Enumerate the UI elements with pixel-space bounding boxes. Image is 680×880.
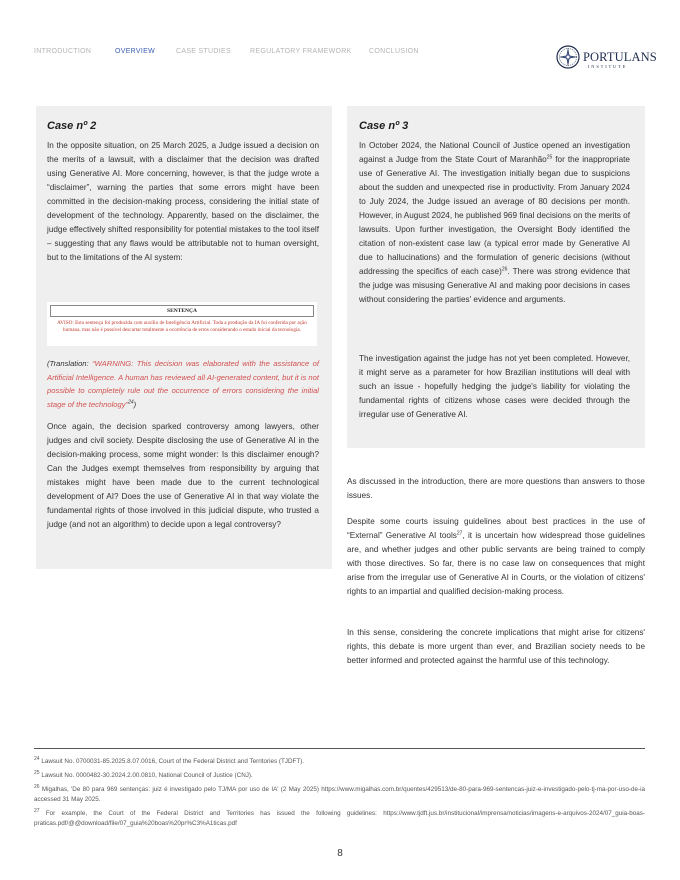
logo-subtitle: INSTITUTE — [588, 64, 628, 69]
footnote-ref-26[interactable]: 26 — [501, 266, 508, 273]
nav-item-overview[interactable]: OVERVIEW — [115, 48, 156, 55]
body-paragraph-1: As discussed in the introduction, there are more questions than answers to those issues. — [347, 477, 645, 500]
case-2-title: Case nº 2 — [47, 120, 97, 132]
verdict-excerpt-image — [47, 302, 317, 346]
case-3-paragraph-1: In October 2024, the National Council of Justice opened an investigation against a Judge from the State Court of Maranhão$^{25}$ for the inappropriate use of Generative AI. The investigation initially began due to suspicions about the sudden and unexpected rise in productivity. From January 2024 to July 2024, the Judge issued an average of 80 decisions per month. However, in August 2024, he published 969 final decisions on the merits of lawsuits. Upon further investigation, the Oversight Body identified the citation of non-existent case law (a typical error made by Generative AI due to hallucinations) and the formulation of generic decisions (without addressing the specifics of each case)$^{26}$. There was strong evidence that the judge was misusing Generative AI and making poor decisions in cases without considering the parties' evidence and arguments. — [359, 141, 631, 304]
footnote-divider — [34, 748, 645, 749]
nav-item-conclusion[interactable]: CONCLUSION — [369, 48, 419, 55]
page-number: 8 — [337, 848, 343, 859]
footnote-27: $^{27}$ For example, the Court of the Federal District and Territories has issued the following guidelines: https://www.tjdft.jus.br/institucional/imprensa/noticias/imagens-e-arquivos-2024/07_guia-boas-praticas.pdf/@@download/file/07_guia%20boas%20pr%C3%A1ticas.pdf — [34, 807, 645, 827]
portulans-logo — [556, 45, 657, 71]
verdict-title: SENTENÇA — [50, 305, 314, 317]
logo-name: PORTULANS — [583, 50, 657, 64]
translation-suffix: ) — [133, 399, 137, 409]
footnote-ref-25[interactable]: 25 — [546, 154, 553, 161]
case-2-paragraph-1: In the opposite situation, on 25 March 2025, a Judge issued a decision on the merits of a lawsuit, with a disclaimer that the decision was drafted using Generative AI. More concerning, however, is that the judge wrote a “disclaimer”, warning the parties that some errors might have been committed in the decision-making process, considering the initial state of development of the technology. Apparently, based on the disclaimer, the judge effectively shifted responsibility for potential mistakes to the tool itself – suggesting that any flaws would be attributable not to human oversight, but to the limitations of the AI system: — [47, 141, 319, 262]
footnote-ref-27[interactable]: 27 — [456, 530, 463, 537]
translation-quote: “WARNING: This decision was elaborated with the assistance of Artificial Intelligence. A human has reviewed all AI-generated content, but it is not possible to completely rule out the occurrence of errors considering the initial stage of the technology” — [47, 359, 320, 409]
translation-note — [47, 357, 319, 411]
case-3-title: Case nº 3 — [359, 120, 409, 132]
footnote-24: $^{24}$ Lawsuit No. 0700031-85.2025.8.07.0016, Court of the Federal District and Territories (TJDFT). — [34, 755, 305, 765]
case-3-paragraph-2: The investigation against the judge has not yet been completed. However, it might serve as a parameter for how Brazilian institutions will deal with such an issue - hopefully hedging the judge's liability for violating the fundamental rights of citizens whose cases were decided through the irregular use of Generative AI. — [359, 354, 630, 419]
nav-item-regulatory-framework[interactable]: REGULATORY FRAMEWORK — [250, 48, 352, 55]
verdict-warning-text: AVISO: Esta sentença foi produzida com auxílio de Inteligência Artificial. Toda a produção da IA foi conferida por ação humana, mas não é possível descartar totalmente a ocorrência de erros considerando o estado inicial da tecnologia. — [57, 320, 307, 333]
compass-rose-icon — [556, 45, 580, 69]
nav-item-case-studies[interactable]: CASE STUDIES — [176, 48, 231, 55]
footnote-ref-24[interactable]: 24 — [128, 398, 134, 405]
body-paragraph-3: In this sense, considering the concrete implications that might arise for citizens' rights, this debate is more urgent than ever, and Brazilian society needs to be better informed and protected against the harmful use of this technology. — [347, 628, 645, 665]
footnote-25: $^{25}$ Lawsuit No. 0000482-30.2024.2.00.0810, National Council of Justice (CNJ). — [34, 769, 253, 779]
case-2-paragraph-2: Once again, the decision sparked controversy among lawyers, other judges and civil society. Despite disclosing the use of Generative AI in the decision-making process, some might wonder: Is this disclaimer enough? Can the Judges exempt themselves from responsibility by arguing that mistakes might have been made due to the current technological development of AI? Does the use of Generative AI in that way violate the fundamental rights of those involved in this judicial dispute, who trusted a judge (and not an algorithm) to decide upon a legal controversy? — [47, 422, 319, 529]
body-paragraph-2: Despite some courts issuing guidelines about best practices in the use of “External” Generative AI tools$^{27}$, it is uncertain how widespread those guidelines are, and whether judges and other public servants are being trained to comply with those directives. So far, there is no case law on consequences that might arise from the irregular use of Generative AI in Courts, or the violation of citizens' rights to an impartial and qualified decision-making process. — [347, 517, 645, 596]
translation-prefix: (Translation: — [47, 359, 93, 368]
nav-item-introduction[interactable]: INTRODUCTION — [34, 48, 92, 55]
footnote-26: $^{26}$ Migalhas, 'De 80 para 969 sentenças: juiz é investigado pelo TJ/MA por uso de IA' (2 May 2025) https://www.migalhas.com.br/quentes/429513/de-80-para-969-sentencas-juiz-e-investigado-pelo-tj-ma-por-uso-de-ia accessed 31 May 2025. — [34, 783, 645, 803]
